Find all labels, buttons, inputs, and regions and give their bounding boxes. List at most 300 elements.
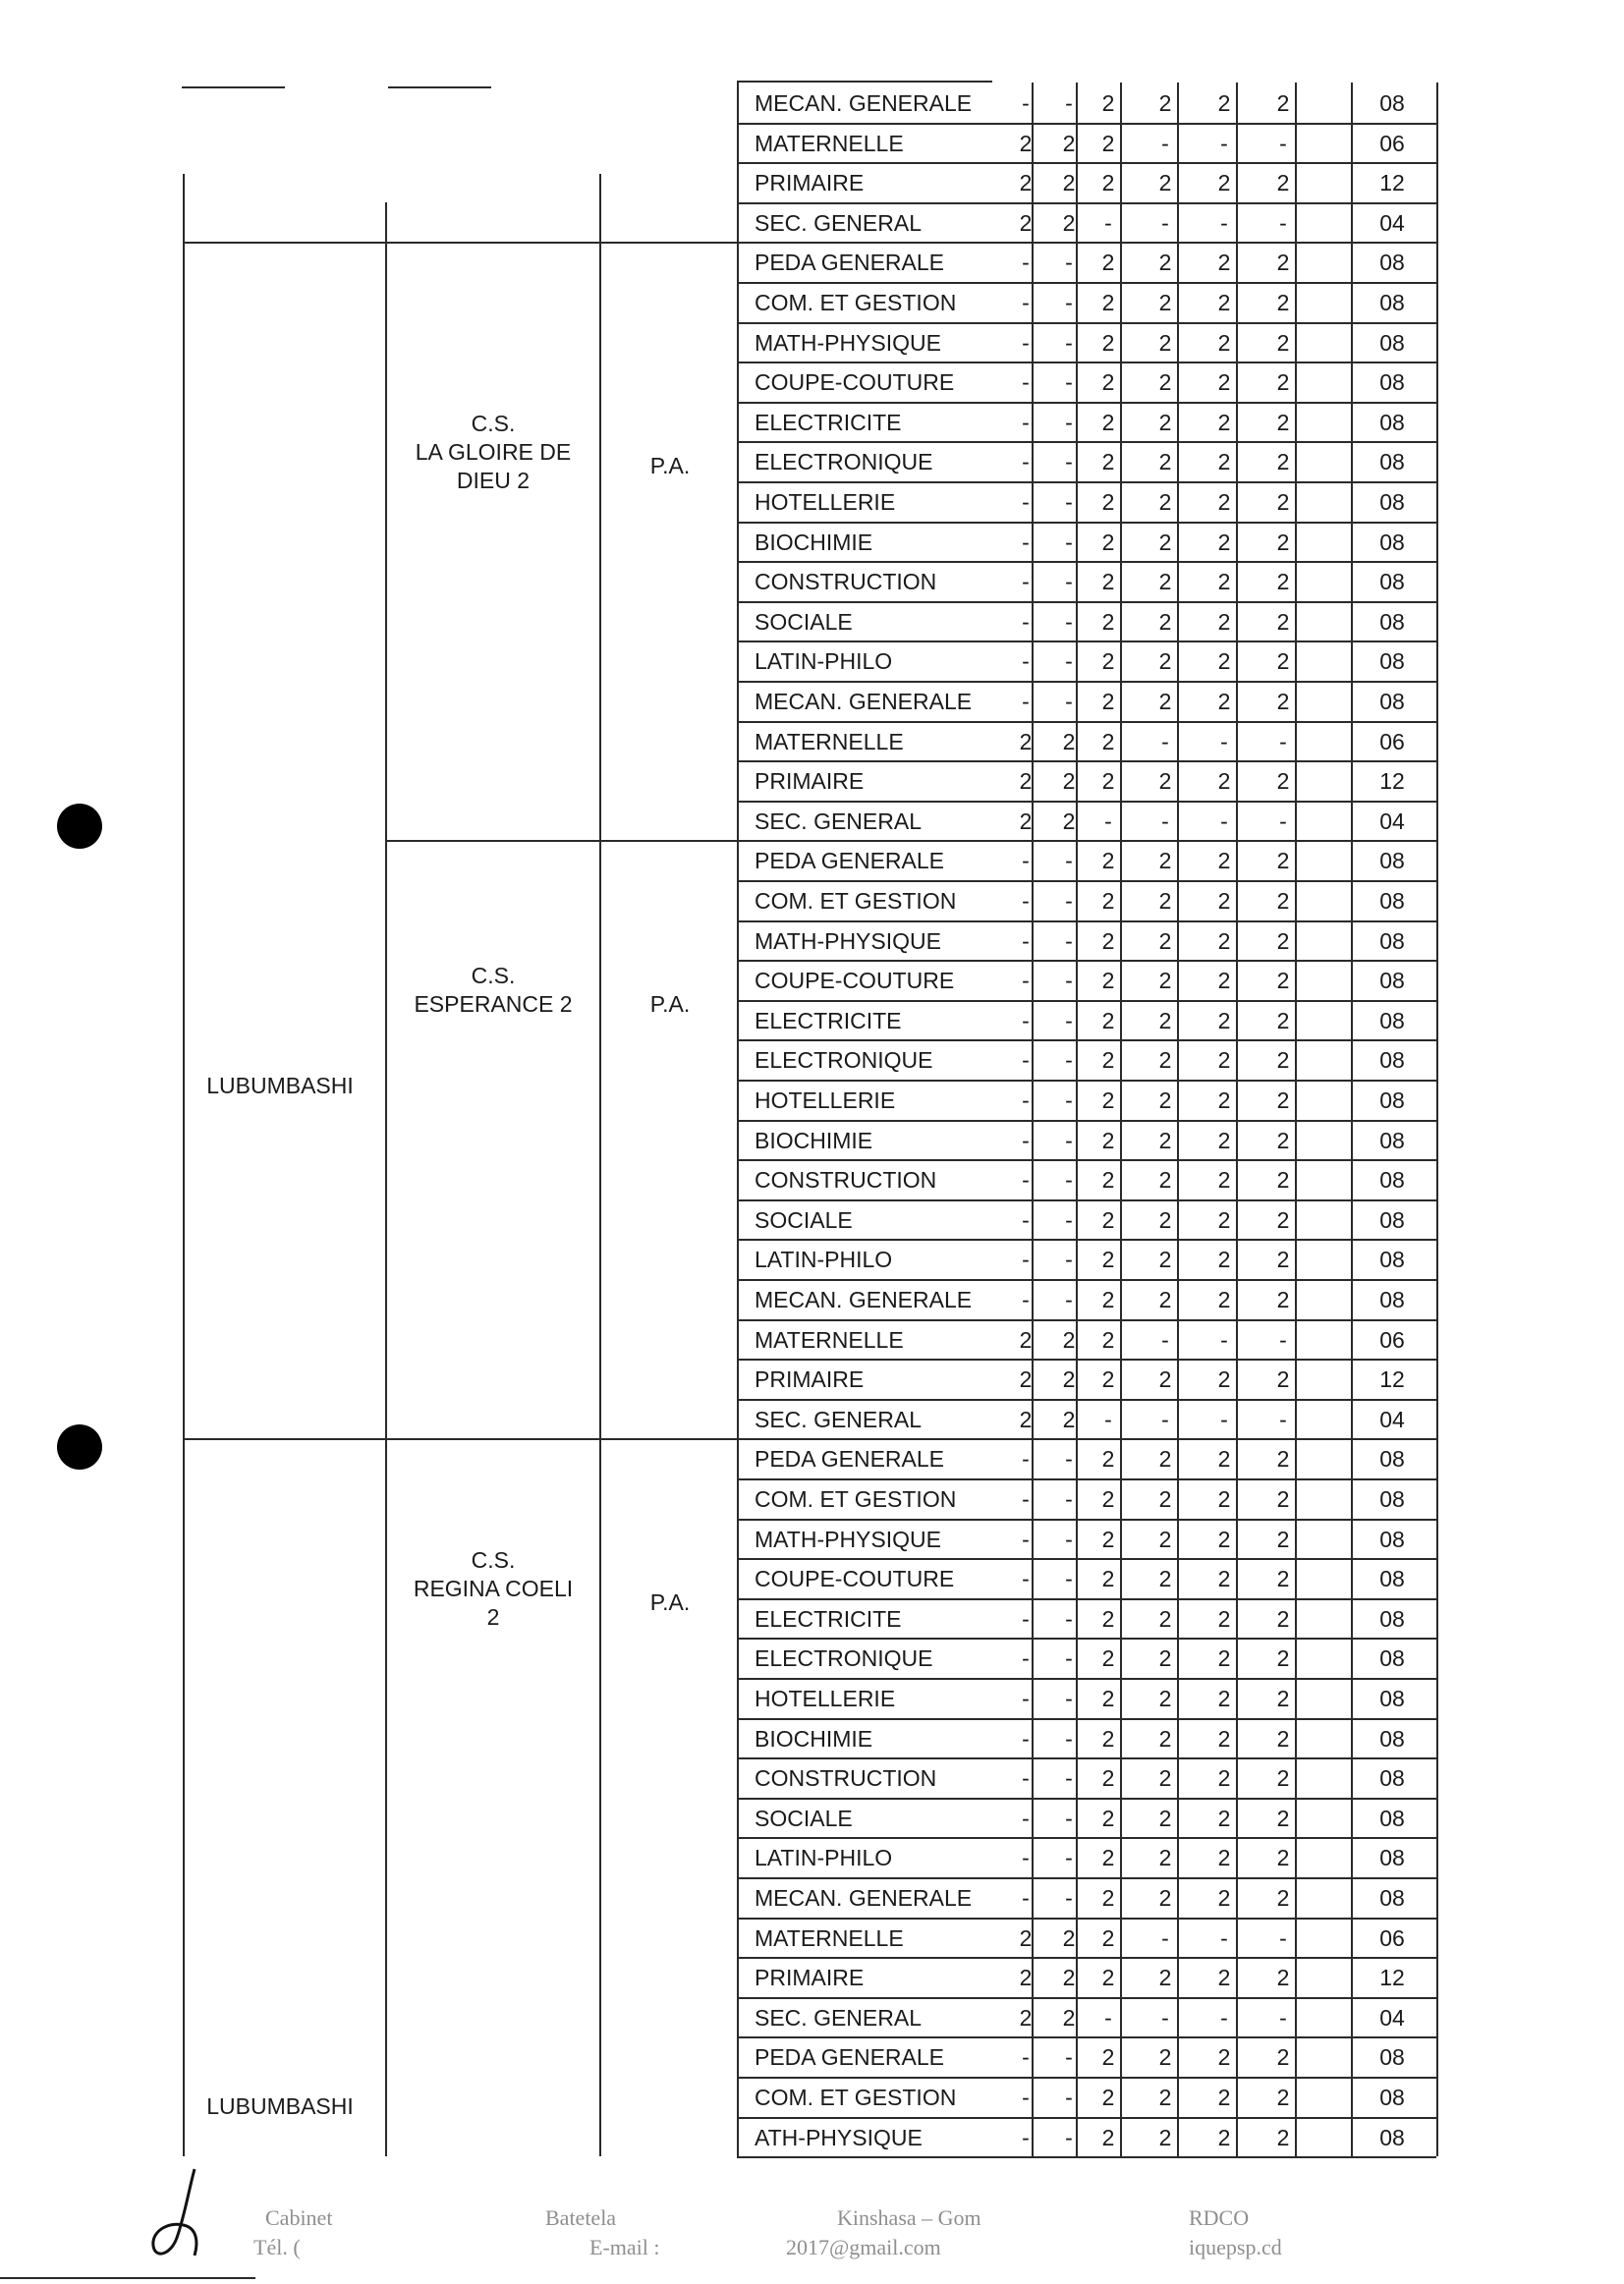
level-cell: 2 [1158,1725,1172,1752]
level-cell: - [1022,927,1030,954]
level-cell: 2 [1217,1167,1231,1194]
option-name: BIOCHIMIE [755,1127,873,1153]
level-cell: 2 [1276,1605,1290,1632]
level-cell: - [1065,2124,1073,2150]
level-cell: 2 [1217,449,1231,475]
level-cell: 2 [1019,1406,1033,1432]
row-total: 12 [1379,768,1405,795]
level-cell: 2 [1217,1127,1231,1153]
level-cell: 2 [1276,409,1290,435]
level-cell: 2 [1158,1087,1172,1113]
row-divider [737,641,1436,642]
level-cell: 2 [1217,768,1231,795]
level-cell: - [1065,1845,1073,1871]
level-cell: - [1279,808,1287,834]
level-cell: - [1022,290,1030,315]
level-cell: - [1220,1924,1228,1951]
option-name: HOTELLERIE [755,1087,896,1113]
level-cell: - [1022,848,1030,874]
row-divider [737,920,1436,922]
row-total: 08 [1379,369,1405,396]
level-cell: 2 [1101,529,1115,555]
level-cell: 2 [1276,569,1290,595]
punch-hole-top [57,804,102,849]
level-cell: 2 [1158,1566,1172,1592]
row-divider [737,681,1436,683]
option-name: ELECTRICITE [755,1605,902,1632]
row-divider [737,840,1436,842]
level-cell: 2 [1217,927,1231,954]
level-cell: - [1022,1805,1030,1831]
option-name: COUPE-COUTURE [755,369,955,396]
row-divider [737,123,1436,125]
level-cell: 2 [1217,888,1231,914]
level-cell: 2 [1276,1486,1290,1512]
level-cell: 2 [1158,608,1172,635]
row-divider [737,1080,1436,1082]
option-name: LATIN-PHILO [755,1247,893,1273]
level-cell: 2 [1276,927,1290,954]
level-cell: - [1065,1805,1073,1831]
level-cell: 2 [1217,1645,1231,1672]
level-cell: 2 [1101,848,1115,874]
row-total: 08 [1379,888,1405,914]
row-total: 08 [1379,1047,1405,1074]
level-cell: - [1220,1326,1228,1353]
row-divider [737,2117,1436,2119]
level-cell: - [1065,1446,1073,1473]
row-total: 04 [1379,209,1405,236]
level-cell: - [1022,449,1030,475]
level-cell: - [1065,1645,1073,1672]
level-cell: 2 [1158,1885,1172,1911]
option-name: MATH-PHYSIQUE [755,927,941,954]
option-name: COM. ET GESTION [755,1486,957,1512]
level-cell: - [1104,808,1112,834]
option-name: PRIMAIRE [755,1366,865,1393]
level-cell: 2 [1101,1526,1115,1552]
level-cell: 2 [1019,768,1033,795]
level-cell: 2 [1101,1845,1115,1871]
school-status: P.A. [649,991,691,1018]
level-cell: 2 [1158,1765,1172,1792]
level-cell: 2 [1158,927,1172,954]
level-cell: 2 [1101,2085,1115,2110]
level-cell: 2 [1158,2124,1172,2150]
level-cell: 2 [1062,1326,1076,1353]
level-cell: - [1065,648,1073,675]
level-cell: - [1161,130,1169,156]
level-cell: - [1022,329,1030,356]
level-cell: - [1022,689,1030,714]
option-name: CONSTRUCTION [755,569,937,595]
level-cell: 2 [1217,409,1231,435]
level-cell: 2 [1158,1805,1172,1831]
row-total: 08 [1379,1486,1405,1512]
level-cell: 2 [1101,1605,1115,1632]
row-total: 12 [1379,170,1405,196]
level-cell: - [1022,369,1030,396]
school-status: P.A. [649,1589,691,1616]
level-cell: 2 [1101,1486,1115,1512]
level-cell: 2 [1158,648,1172,675]
level-cell: 2 [1217,1247,1231,1273]
level-cell: - [1065,1885,1073,1911]
row-total: 08 [1379,1087,1405,1113]
level-cell: 2 [1101,250,1115,276]
row-divider [737,481,1436,483]
level-cell: 2 [1158,1645,1172,1672]
row-divider [737,162,1436,164]
level-cell: 2 [1276,768,1290,795]
level-cell: - [1065,449,1073,475]
level-cell: - [1065,848,1073,874]
punch-hole-bottom [57,1424,102,1470]
level-cell: 2 [1158,1247,1172,1273]
level-cell: - [1022,569,1030,595]
footer-text: E-mail : [589,2235,660,2259]
row-divider [737,202,1436,204]
level-cell: 2 [1101,1167,1115,1194]
level-cell: - [1065,968,1073,994]
school-name-line: C.S. [471,410,516,436]
option-name: SOCIALE [755,608,853,635]
row-total: 08 [1379,1845,1405,1871]
level-cell: 2 [1019,130,1033,156]
level-cell: - [1220,130,1228,156]
level-cell: 2 [1217,1765,1231,1792]
option-name: MATERNELLE [755,1326,904,1353]
row-divider [737,1638,1436,1640]
level-cell: - [1065,489,1073,515]
level-cell: 2 [1276,369,1290,396]
level-cell: - [1022,1845,1030,1871]
row-total: 06 [1379,1326,1405,1353]
city-divider [183,1438,737,1440]
option-name: ELECTRONIQUE [755,449,933,475]
level-cell: 2 [1101,290,1115,315]
level-cell: - [1065,1206,1073,1233]
level-cell: - [1022,1645,1030,1672]
school-name-line: ESPERANCE 2 [414,991,573,1018]
row-divider [737,522,1436,524]
row-total: 12 [1379,1366,1405,1393]
level-cell: 2 [1019,1366,1033,1393]
level-cell: - [1022,2124,1030,2150]
level-cell: - [1065,1007,1073,1033]
level-cell: 2 [1217,529,1231,555]
level-cell: 2 [1101,968,1115,994]
row-total: 08 [1379,1605,1405,1632]
option-name: SEC. GENERAL [755,209,922,236]
level-cell: 2 [1101,1566,1115,1592]
level-cell: 2 [1276,1845,1290,1871]
row-divider [737,880,1436,882]
row-total: 04 [1379,2004,1405,2031]
row-divider [737,601,1436,603]
level-cell: 2 [1158,290,1172,315]
level-cell: 2 [1158,1047,1172,1074]
row-divider [737,2156,1436,2158]
level-cell: 2 [1101,1366,1115,1393]
level-cell: - [1279,728,1287,754]
level-cell: - [1022,1167,1030,1194]
level-cell: 2 [1276,1206,1290,1233]
level-cell: 2 [1062,808,1076,834]
level-cell: 2 [1217,90,1231,116]
level-cell: 2 [1101,1686,1115,1711]
level-cell: - [1022,1526,1030,1552]
level-cell: - [1022,1247,1030,1273]
level-cell: 2 [1019,2004,1033,2031]
row-total: 08 [1379,569,1405,595]
level-cell: - [1161,728,1169,754]
row-divider [737,362,1436,363]
level-cell: 2 [1062,1366,1076,1393]
level-cell: 2 [1101,1087,1115,1113]
row-divider [737,2036,1436,2038]
level-cell: - [1065,529,1073,555]
row-total: 08 [1379,1287,1405,1312]
level-cell: - [1065,888,1073,914]
level-cell: 2 [1062,1924,1076,1951]
option-name: LATIN-PHILO [755,1845,893,1871]
level-cell: 2 [1101,1765,1115,1792]
row-total: 08 [1379,927,1405,954]
level-cell: 2 [1019,808,1033,834]
level-cell: - [1220,728,1228,754]
footer-text: Cabinet [265,2205,333,2230]
row-total: 08 [1379,1526,1405,1552]
status-column-line [599,174,601,2156]
level-cell: - [1022,648,1030,675]
level-cell: 2 [1062,728,1076,754]
level-cell: 2 [1276,1007,1290,1033]
level-cell: - [1065,329,1073,356]
row-total: 08 [1379,1765,1405,1792]
row-divider [737,402,1436,404]
level-cell: 2 [1062,1406,1076,1432]
level-cell: 2 [1217,1446,1231,1473]
level-cell: 2 [1158,1127,1172,1153]
level-cell: 2 [1276,250,1290,276]
column-divider [1436,83,1438,2156]
row-total: 04 [1379,808,1405,834]
option-name: BIOCHIMIE [755,529,873,555]
level-cell: - [1022,608,1030,635]
level-cell: 2 [1276,1287,1290,1312]
level-cell: 2 [1101,1965,1115,1991]
row-total: 06 [1379,728,1405,754]
level-cell: 2 [1101,1924,1115,1951]
option-name: MECAN. GENERALE [755,1287,973,1312]
level-cell: - [1065,250,1073,276]
level-cell: 2 [1276,1247,1290,1273]
option-name: SOCIALE [755,1805,853,1831]
level-cell: 2 [1101,1326,1115,1353]
school-status: P.A. [649,453,691,478]
level-cell: - [1161,209,1169,236]
level-cell: - [1279,130,1287,156]
row-divider [737,1000,1436,1002]
level-cell: - [1065,927,1073,954]
level-cell: 2 [1158,1206,1172,1233]
option-name: SEC. GENERAL [755,808,922,834]
school-column-line [385,202,387,2156]
level-cell: 2 [1158,888,1172,914]
option-name: ELECTRICITE [755,409,902,435]
option-name: CONSTRUCTION [755,1167,937,1194]
level-cell: - [1022,1885,1030,1911]
row-divider [737,1598,1436,1600]
level-cell: 2 [1158,1605,1172,1632]
level-cell: 2 [1276,689,1290,714]
level-cell: 2 [1276,2124,1290,2150]
row-divider [737,801,1436,803]
level-cell: 2 [1276,1366,1290,1393]
level-cell: 2 [1217,1965,1231,1991]
level-cell: - [1065,1605,1073,1632]
level-cell: - [1220,2004,1228,2031]
level-cell: 2 [1158,968,1172,994]
level-cell: - [1065,608,1073,635]
level-cell: 2 [1276,1645,1290,1672]
row-total: 12 [1379,1965,1405,1991]
level-cell: - [1279,1924,1287,1951]
level-cell: 2 [1217,1566,1231,1592]
row-total: 08 [1379,2085,1405,2110]
row-divider [737,1239,1436,1241]
level-cell: - [1065,1686,1073,1711]
level-cell: 2 [1217,290,1231,315]
level-cell: - [1104,209,1112,236]
option-name: COM. ET GESTION [755,888,957,914]
level-cell: - [1022,968,1030,994]
row-divider [737,1199,1436,1201]
city-column-line [183,174,185,2156]
level-cell: 2 [1158,1007,1172,1033]
option-name: SOCIALE [755,1206,853,1233]
row-total: 08 [1379,1805,1405,1831]
level-cell: 2 [1101,1446,1115,1473]
level-cell: - [1065,2044,1073,2071]
level-cell: 2 [1276,1047,1290,1074]
row-total: 08 [1379,848,1405,874]
row-divider [737,1159,1436,1161]
level-cell: 2 [1101,927,1115,954]
level-cell: 2 [1217,2124,1231,2150]
level-cell: - [1022,529,1030,555]
option-name: PEDA GENERALE [755,848,945,874]
level-cell: 2 [1217,2085,1231,2110]
level-cell: - [1279,1326,1287,1353]
option-name: ELECTRICITE [755,1007,902,1033]
level-cell: 2 [1276,1087,1290,1113]
level-cell: 2 [1276,968,1290,994]
level-cell: 2 [1101,1047,1115,1074]
level-cell: - [1065,369,1073,396]
level-cell: - [1065,1566,1073,1592]
row-total: 08 [1379,329,1405,356]
level-cell: 2 [1276,1446,1290,1473]
row-divider [737,1558,1436,1560]
level-cell: 2 [1101,329,1115,356]
option-name: PEDA GENERALE [755,1446,945,1473]
row-total: 08 [1379,1725,1405,1752]
option-name: MECAN. GENERALE [755,689,973,714]
level-cell: 2 [1217,1287,1231,1312]
group-divider [385,840,737,842]
level-cell: 2 [1217,1087,1231,1113]
option-name: MATERNELLE [755,1924,904,1951]
row-divider [737,721,1436,723]
level-cell: 2 [1158,1446,1172,1473]
level-cell: 2 [1276,888,1290,914]
level-cell: - [1161,808,1169,834]
level-cell: 2 [1101,689,1115,714]
level-cell: - [1220,808,1228,834]
level-cell: 2 [1158,1287,1172,1312]
level-cell: - [1022,90,1030,116]
option-name: MATH-PHYSIQUE [755,329,941,356]
option-name: ELECTRONIQUE [755,1645,933,1672]
level-cell: - [1161,2004,1169,2031]
school-name-line: REGINA COELI [413,1575,574,1601]
row-divider [737,1319,1436,1321]
level-cell: 2 [1062,768,1076,795]
level-cell: 2 [1101,489,1115,515]
level-cell: - [1022,1605,1030,1632]
row-divider [737,1359,1436,1361]
row-total: 08 [1379,2124,1405,2150]
level-cell: 2 [1276,1526,1290,1552]
row-total: 08 [1379,648,1405,675]
level-cell: 2 [1217,648,1231,675]
level-cell: 2 [1019,1326,1033,1353]
row-total: 08 [1379,90,1405,116]
option-name: CONSTRUCTION [755,1765,937,1792]
row-total: 08 [1379,489,1405,515]
option-name: MECAN. GENERALE [755,1885,973,1911]
footer-text: 2017@gmail.com [786,2235,941,2259]
level-cell: 2 [1019,728,1033,754]
level-cell: 2 [1019,209,1033,236]
level-cell: 2 [1217,1526,1231,1552]
level-cell: 2 [1276,1765,1290,1792]
level-cell: - [1065,409,1073,435]
footer-text: iquepsp.cd [1189,2235,1282,2259]
row-total: 08 [1379,608,1405,635]
row-divider [737,1957,1436,1959]
option-name: COM. ET GESTION [755,290,957,315]
level-cell: - [1022,1446,1030,1473]
header-fragment [388,86,491,88]
level-cell: 2 [1276,1805,1290,1831]
row-divider [737,1718,1436,1720]
row-divider [737,1678,1436,1680]
level-cell: 2 [1158,1526,1172,1552]
level-cell: 2 [1101,728,1115,754]
level-cell: 2 [1101,1885,1115,1911]
level-cell: - [1065,1167,1073,1194]
school-name-line: 2 [486,1603,500,1630]
level-cell: - [1022,1686,1030,1711]
level-cell: 2 [1101,2044,1115,2071]
level-cell: - [1104,2004,1112,2031]
handwritten-mark [138,2161,226,2269]
level-cell: 2 [1062,170,1076,196]
footer-text: Batetela [545,2205,617,2230]
